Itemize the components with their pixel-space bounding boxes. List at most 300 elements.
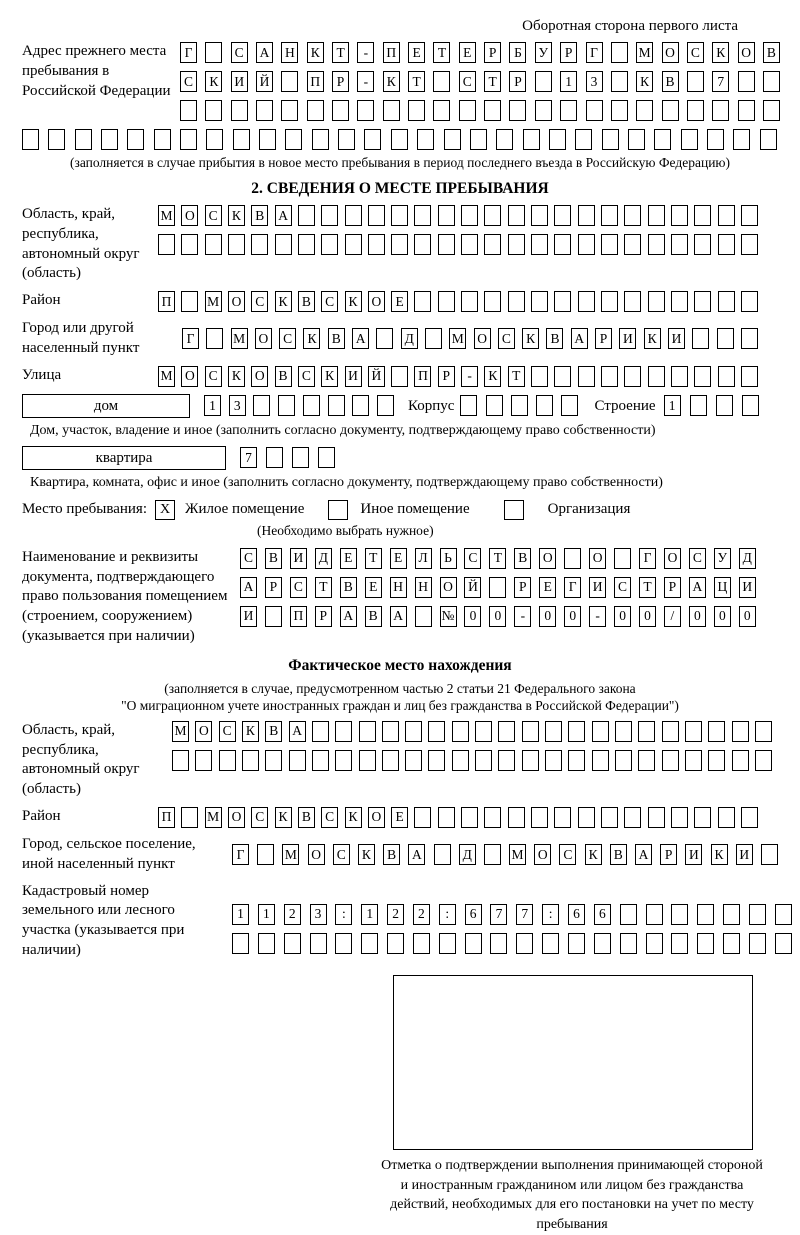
form-cell[interactable] xyxy=(592,721,609,742)
form-cell[interactable]: И xyxy=(619,328,636,349)
form-cell[interactable] xyxy=(383,100,400,121)
form-cell[interactable]: - xyxy=(461,366,478,387)
form-cell[interactable]: Т xyxy=(433,42,450,63)
form-cell[interactable]: 6 xyxy=(465,904,482,925)
form-cell[interactable]: А xyxy=(390,606,407,627)
form-cell[interactable] xyxy=(535,100,552,121)
form-cell[interactable] xyxy=(181,234,198,255)
form-cell[interactable]: Р xyxy=(560,42,577,63)
form-cell[interactable] xyxy=(708,750,725,771)
form-cell[interactable]: Й xyxy=(368,366,385,387)
form-cell[interactable]: П xyxy=(290,606,307,627)
form-cell[interactable] xyxy=(408,100,425,121)
form-cell[interactable] xyxy=(258,933,275,954)
form-cell[interactable]: Н xyxy=(281,42,298,63)
form-cell[interactable] xyxy=(662,100,679,121)
form-cell[interactable] xyxy=(760,129,777,150)
form-cell[interactable]: В xyxy=(251,205,268,226)
form-cell[interactable]: К xyxy=(242,721,259,742)
form-cell[interactable]: Е xyxy=(459,42,476,63)
form-cell[interactable]: Т xyxy=(508,366,525,387)
form-cell[interactable]: - xyxy=(589,606,606,627)
form-cell[interactable] xyxy=(391,366,408,387)
form-cell[interactable]: О xyxy=(195,721,212,742)
form-cell[interactable]: К xyxy=(303,328,320,349)
form-cell[interactable]: Е xyxy=(391,807,408,828)
form-cell[interactable] xyxy=(180,100,197,121)
form-cell[interactable] xyxy=(265,750,282,771)
form-cell[interactable] xyxy=(707,129,724,150)
form-cell[interactable] xyxy=(484,205,501,226)
form-cell[interactable]: О xyxy=(308,844,325,865)
form-cell[interactable]: А xyxy=(240,577,257,598)
form-cell[interactable]: К xyxy=(383,71,400,92)
form-cell[interactable] xyxy=(376,328,393,349)
form-cell[interactable] xyxy=(522,721,539,742)
form-cell[interactable]: К xyxy=(522,328,539,349)
form-cell[interactable]: Н xyxy=(415,577,432,598)
form-cell[interactable] xyxy=(345,234,362,255)
form-cell[interactable] xyxy=(601,291,618,312)
form-cell[interactable] xyxy=(531,291,548,312)
form-cell[interactable] xyxy=(697,904,714,925)
form-cell[interactable] xyxy=(484,234,501,255)
form-cell[interactable] xyxy=(775,904,792,925)
form-cell[interactable] xyxy=(195,750,212,771)
form-cell[interactable]: Р xyxy=(315,606,332,627)
form-cell[interactable]: В xyxy=(328,328,345,349)
form-cell[interactable] xyxy=(352,395,369,416)
form-cell[interactable]: А xyxy=(289,721,306,742)
form-cell[interactable]: К xyxy=(636,71,653,92)
form-cell[interactable]: О xyxy=(251,366,268,387)
form-cell[interactable] xyxy=(172,750,189,771)
form-cell[interactable] xyxy=(433,71,450,92)
form-cell[interactable] xyxy=(233,129,250,150)
form-cell[interactable] xyxy=(741,291,758,312)
form-cell[interactable]: Т xyxy=(315,577,332,598)
form-cell[interactable]: Р xyxy=(509,71,526,92)
form-cell[interactable]: № xyxy=(440,606,457,627)
form-cell[interactable] xyxy=(413,933,430,954)
form-cell[interactable]: У xyxy=(535,42,552,63)
form-cell[interactable]: О xyxy=(534,844,551,865)
form-cell[interactable]: О xyxy=(255,328,272,349)
form-cell[interactable] xyxy=(611,100,628,121)
form-cell[interactable] xyxy=(592,750,609,771)
form-cell[interactable]: 1 xyxy=(232,904,249,925)
form-cell[interactable]: Д xyxy=(739,548,756,569)
form-cell[interactable] xyxy=(417,129,434,150)
form-cell[interactable] xyxy=(438,205,455,226)
form-cell[interactable]: М xyxy=(172,721,189,742)
form-cell[interactable]: М xyxy=(231,328,248,349)
form-cell[interactable]: И xyxy=(290,548,307,569)
form-cell[interactable] xyxy=(578,366,595,387)
form-cell[interactable] xyxy=(712,100,729,121)
form-cell[interactable] xyxy=(433,100,450,121)
form-cell[interactable]: С xyxy=(219,721,236,742)
form-cell[interactable] xyxy=(414,291,431,312)
form-cell[interactable]: Р xyxy=(484,42,501,63)
form-cell[interactable]: О xyxy=(228,807,245,828)
form-cell[interactable] xyxy=(575,129,592,150)
form-cell[interactable]: С xyxy=(321,807,338,828)
form-cell[interactable] xyxy=(278,395,295,416)
form-cell[interactable]: М xyxy=(158,205,175,226)
form-cell[interactable]: 2 xyxy=(387,904,404,925)
form-cell[interactable] xyxy=(602,129,619,150)
form-cell[interactable] xyxy=(620,933,637,954)
form-cell[interactable]: : xyxy=(439,904,456,925)
form-cell[interactable]: С xyxy=(298,366,315,387)
form-cell[interactable] xyxy=(738,71,755,92)
form-cell[interactable]: С xyxy=(279,328,296,349)
form-cell[interactable]: К xyxy=(345,291,362,312)
form-cell[interactable] xyxy=(694,205,711,226)
form-cell[interactable] xyxy=(508,234,525,255)
form-cell[interactable] xyxy=(578,205,595,226)
form-cell[interactable] xyxy=(775,933,792,954)
form-cell[interactable] xyxy=(357,100,374,121)
form-cell[interactable]: П xyxy=(307,71,324,92)
form-cell[interactable] xyxy=(428,750,445,771)
form-cell[interactable] xyxy=(335,750,352,771)
form-cell[interactable] xyxy=(281,100,298,121)
form-cell[interactable]: 0 xyxy=(614,606,631,627)
form-cell[interactable] xyxy=(694,291,711,312)
form-cell[interactable]: 1 xyxy=(361,904,378,925)
form-cell[interactable] xyxy=(692,328,709,349)
form-cell[interactable] xyxy=(545,721,562,742)
form-cell[interactable] xyxy=(742,395,759,416)
form-cell[interactable] xyxy=(232,933,249,954)
form-cell[interactable]: А xyxy=(256,42,273,63)
form-cell[interactable]: Ь xyxy=(440,548,457,569)
form-cell[interactable] xyxy=(281,71,298,92)
form-cell[interactable]: С xyxy=(687,42,704,63)
form-cell[interactable]: Е xyxy=(391,291,408,312)
form-cell[interactable]: 1 xyxy=(560,71,577,92)
form-cell[interactable] xyxy=(611,71,628,92)
form-cell[interactable] xyxy=(465,933,482,954)
form-cell[interactable] xyxy=(545,750,562,771)
form-cell[interactable] xyxy=(382,750,399,771)
form-cell[interactable] xyxy=(312,129,329,150)
form-cell[interactable]: А xyxy=(571,328,588,349)
form-cell[interactable] xyxy=(648,807,665,828)
form-cell[interactable] xyxy=(484,844,501,865)
form-cell[interactable] xyxy=(531,807,548,828)
form-cell[interactable] xyxy=(452,721,469,742)
form-cell[interactable] xyxy=(568,750,585,771)
form-cell[interactable] xyxy=(624,807,641,828)
form-cell[interactable] xyxy=(648,366,665,387)
form-cell[interactable]: 0 xyxy=(714,606,731,627)
form-cell[interactable] xyxy=(461,234,478,255)
form-cell[interactable]: Р xyxy=(514,577,531,598)
form-cell[interactable] xyxy=(312,721,329,742)
form-cell[interactable] xyxy=(321,205,338,226)
form-cell[interactable] xyxy=(425,328,442,349)
form-cell[interactable] xyxy=(391,205,408,226)
form-cell[interactable] xyxy=(741,366,758,387)
form-cell[interactable]: С xyxy=(251,291,268,312)
form-cell[interactable]: К xyxy=(321,366,338,387)
form-cell[interactable]: 0 xyxy=(464,606,481,627)
form-cell[interactable] xyxy=(685,750,702,771)
form-cell[interactable] xyxy=(554,205,571,226)
form-cell[interactable]: 7 xyxy=(490,904,507,925)
form-cell[interactable]: Е xyxy=(340,548,357,569)
form-cell[interactable] xyxy=(531,366,548,387)
form-cell[interactable]: Т xyxy=(639,577,656,598)
form-cell[interactable] xyxy=(508,205,525,226)
form-cell[interactable]: Р xyxy=(664,577,681,598)
form-cell[interactable]: С xyxy=(205,366,222,387)
form-cell[interactable] xyxy=(415,606,432,627)
form-cell[interactable] xyxy=(662,721,679,742)
form-cell[interactable] xyxy=(359,750,376,771)
form-cell[interactable] xyxy=(228,234,245,255)
form-cell[interactable]: 7 xyxy=(712,71,729,92)
form-cell[interactable] xyxy=(470,129,487,150)
form-cell[interactable]: Е xyxy=(408,42,425,63)
form-cell[interactable]: С xyxy=(180,71,197,92)
form-cell[interactable] xyxy=(615,721,632,742)
form-cell[interactable]: П xyxy=(383,42,400,63)
form-cell[interactable] xyxy=(718,807,735,828)
form-cell[interactable]: С xyxy=(290,577,307,598)
form-cell[interactable] xyxy=(749,933,766,954)
form-cell[interactable] xyxy=(181,807,198,828)
form-cell[interactable]: Р xyxy=(438,366,455,387)
form-cell[interactable] xyxy=(671,807,688,828)
form-cell[interactable] xyxy=(741,328,758,349)
form-cell[interactable]: С xyxy=(321,291,338,312)
form-cell[interactable] xyxy=(594,933,611,954)
form-cell[interactable]: 2 xyxy=(284,904,301,925)
form-cell[interactable]: М xyxy=(636,42,653,63)
form-cell[interactable] xyxy=(364,129,381,150)
form-cell[interactable] xyxy=(568,933,585,954)
form-cell[interactable] xyxy=(335,933,352,954)
form-cell[interactable] xyxy=(671,904,688,925)
form-cell[interactable]: 3 xyxy=(586,71,603,92)
form-cell[interactable] xyxy=(368,234,385,255)
form-cell[interactable]: К xyxy=(275,807,292,828)
form-cell[interactable]: Д xyxy=(401,328,418,349)
form-cell[interactable]: : xyxy=(542,904,559,925)
form-cell[interactable]: С xyxy=(459,71,476,92)
form-cell[interactable] xyxy=(648,234,665,255)
form-cell[interactable] xyxy=(259,129,276,150)
form-cell[interactable]: С xyxy=(498,328,515,349)
form-cell[interactable] xyxy=(611,42,628,63)
form-cell[interactable] xyxy=(614,548,631,569)
form-cell[interactable]: С xyxy=(614,577,631,598)
form-cell[interactable] xyxy=(303,395,320,416)
form-cell[interactable]: В xyxy=(763,42,780,63)
form-cell[interactable] xyxy=(266,447,283,468)
form-cell[interactable]: К xyxy=(307,42,324,63)
form-cell[interactable]: М xyxy=(509,844,526,865)
form-cell[interactable] xyxy=(461,291,478,312)
form-cell[interactable] xyxy=(498,721,515,742)
form-cell[interactable] xyxy=(578,807,595,828)
form-cell[interactable] xyxy=(206,328,223,349)
form-cell[interactable]: В xyxy=(298,807,315,828)
form-cell[interactable]: П xyxy=(414,366,431,387)
form-cell[interactable]: 0 xyxy=(739,606,756,627)
form-cell[interactable]: К xyxy=(358,844,375,865)
form-cell[interactable] xyxy=(181,291,198,312)
form-cell[interactable] xyxy=(489,577,506,598)
form-cell[interactable] xyxy=(75,129,92,150)
form-cell[interactable] xyxy=(671,366,688,387)
form-cell[interactable]: К xyxy=(275,291,292,312)
form-cell[interactable] xyxy=(636,100,653,121)
form-cell[interactable]: В xyxy=(610,844,627,865)
form-cell[interactable]: П xyxy=(158,291,175,312)
form-cell[interactable] xyxy=(733,129,750,150)
form-cell[interactable] xyxy=(687,100,704,121)
form-cell[interactable] xyxy=(205,100,222,121)
form-cell[interactable]: - xyxy=(357,42,374,63)
form-cell[interactable]: П xyxy=(158,807,175,828)
form-cell[interactable] xyxy=(718,205,735,226)
form-cell[interactable]: А xyxy=(635,844,652,865)
form-cell[interactable]: М xyxy=(449,328,466,349)
form-cell[interactable]: Р xyxy=(660,844,677,865)
form-cell[interactable] xyxy=(554,291,571,312)
form-cell[interactable] xyxy=(560,100,577,121)
form-cell[interactable] xyxy=(292,447,309,468)
form-cell[interactable] xyxy=(414,205,431,226)
form-cell[interactable]: М xyxy=(205,807,222,828)
form-cell[interactable]: 3 xyxy=(229,395,246,416)
form-cell[interactable] xyxy=(601,807,618,828)
form-cell[interactable]: Р xyxy=(332,71,349,92)
form-cell[interactable] xyxy=(718,234,735,255)
form-cell[interactable] xyxy=(578,291,595,312)
form-cell[interactable] xyxy=(662,750,679,771)
form-cell[interactable] xyxy=(490,933,507,954)
form-cell[interactable]: А xyxy=(689,577,706,598)
form-cell[interactable] xyxy=(345,205,362,226)
form-cell[interactable]: К xyxy=(644,328,661,349)
form-cell[interactable] xyxy=(496,129,513,150)
form-cell[interactable]: 0 xyxy=(639,606,656,627)
form-cell[interactable]: 6 xyxy=(568,904,585,925)
form-cell[interactable] xyxy=(687,71,704,92)
form-cell[interactable]: В xyxy=(265,721,282,742)
form-cell[interactable]: В xyxy=(383,844,400,865)
form-cell[interactable] xyxy=(377,395,394,416)
form-cell[interactable] xyxy=(414,234,431,255)
form-cell[interactable] xyxy=(484,291,501,312)
form-cell[interactable] xyxy=(459,100,476,121)
form-cell[interactable] xyxy=(328,395,345,416)
form-cell[interactable] xyxy=(554,366,571,387)
form-cell[interactable] xyxy=(511,395,528,416)
form-cell[interactable]: И xyxy=(589,577,606,598)
form-cell[interactable] xyxy=(732,721,749,742)
form-cell[interactable] xyxy=(405,750,422,771)
form-cell[interactable] xyxy=(391,129,408,150)
form-cell[interactable]: О xyxy=(664,548,681,569)
form-cell[interactable] xyxy=(723,933,740,954)
form-cell[interactable] xyxy=(438,807,455,828)
form-cell[interactable] xyxy=(615,750,632,771)
form-cell[interactable]: Г xyxy=(586,42,603,63)
form-cell[interactable]: О xyxy=(181,366,198,387)
form-cell[interactable] xyxy=(205,42,222,63)
form-cell[interactable] xyxy=(628,129,645,150)
form-cell[interactable]: Д xyxy=(459,844,476,865)
form-cell[interactable] xyxy=(251,234,268,255)
form-cell[interactable]: В xyxy=(265,548,282,569)
form-cell[interactable] xyxy=(361,933,378,954)
form-cell[interactable] xyxy=(484,807,501,828)
form-cell[interactable]: К xyxy=(228,205,245,226)
form-cell[interactable]: А xyxy=(340,606,357,627)
form-cell[interactable]: И xyxy=(685,844,702,865)
form-cell[interactable] xyxy=(718,366,735,387)
form-cell[interactable] xyxy=(391,234,408,255)
form-cell[interactable] xyxy=(257,844,274,865)
form-cell[interactable]: А xyxy=(275,205,292,226)
form-cell[interactable]: С xyxy=(251,807,268,828)
form-cell[interactable] xyxy=(690,395,707,416)
form-cell[interactable] xyxy=(275,234,292,255)
organization-checkbox[interactable] xyxy=(504,500,524,520)
form-cell[interactable] xyxy=(460,395,477,416)
form-cell[interactable]: С xyxy=(559,844,576,865)
form-cell[interactable] xyxy=(231,100,248,121)
form-cell[interactable] xyxy=(578,234,595,255)
form-cell[interactable] xyxy=(741,807,758,828)
form-cell[interactable] xyxy=(671,291,688,312)
form-cell[interactable]: К xyxy=(712,42,729,63)
form-cell[interactable] xyxy=(535,71,552,92)
form-cell[interactable] xyxy=(461,807,478,828)
form-cell[interactable] xyxy=(654,129,671,150)
form-cell[interactable]: О xyxy=(368,807,385,828)
form-cell[interactable] xyxy=(648,205,665,226)
form-cell[interactable] xyxy=(601,205,618,226)
form-cell[interactable] xyxy=(289,750,306,771)
form-cell[interactable]: Г xyxy=(180,42,197,63)
form-cell[interactable]: Т xyxy=(365,548,382,569)
form-cell[interactable]: С xyxy=(464,548,481,569)
form-cell[interactable]: В xyxy=(298,291,315,312)
form-cell[interactable] xyxy=(671,234,688,255)
form-cell[interactable]: 0 xyxy=(489,606,506,627)
residential-checkbox[interactable]: X xyxy=(155,500,175,520)
form-cell[interactable]: К xyxy=(228,366,245,387)
form-cell[interactable] xyxy=(761,844,778,865)
form-cell[interactable] xyxy=(242,750,259,771)
form-cell[interactable]: М xyxy=(282,844,299,865)
form-cell[interactable]: Л xyxy=(415,548,432,569)
form-cell[interactable] xyxy=(434,844,451,865)
form-cell[interactable]: О xyxy=(228,291,245,312)
form-cell[interactable] xyxy=(338,129,355,150)
form-cell[interactable] xyxy=(22,129,39,150)
form-cell[interactable] xyxy=(531,205,548,226)
form-cell[interactable]: В xyxy=(365,606,382,627)
